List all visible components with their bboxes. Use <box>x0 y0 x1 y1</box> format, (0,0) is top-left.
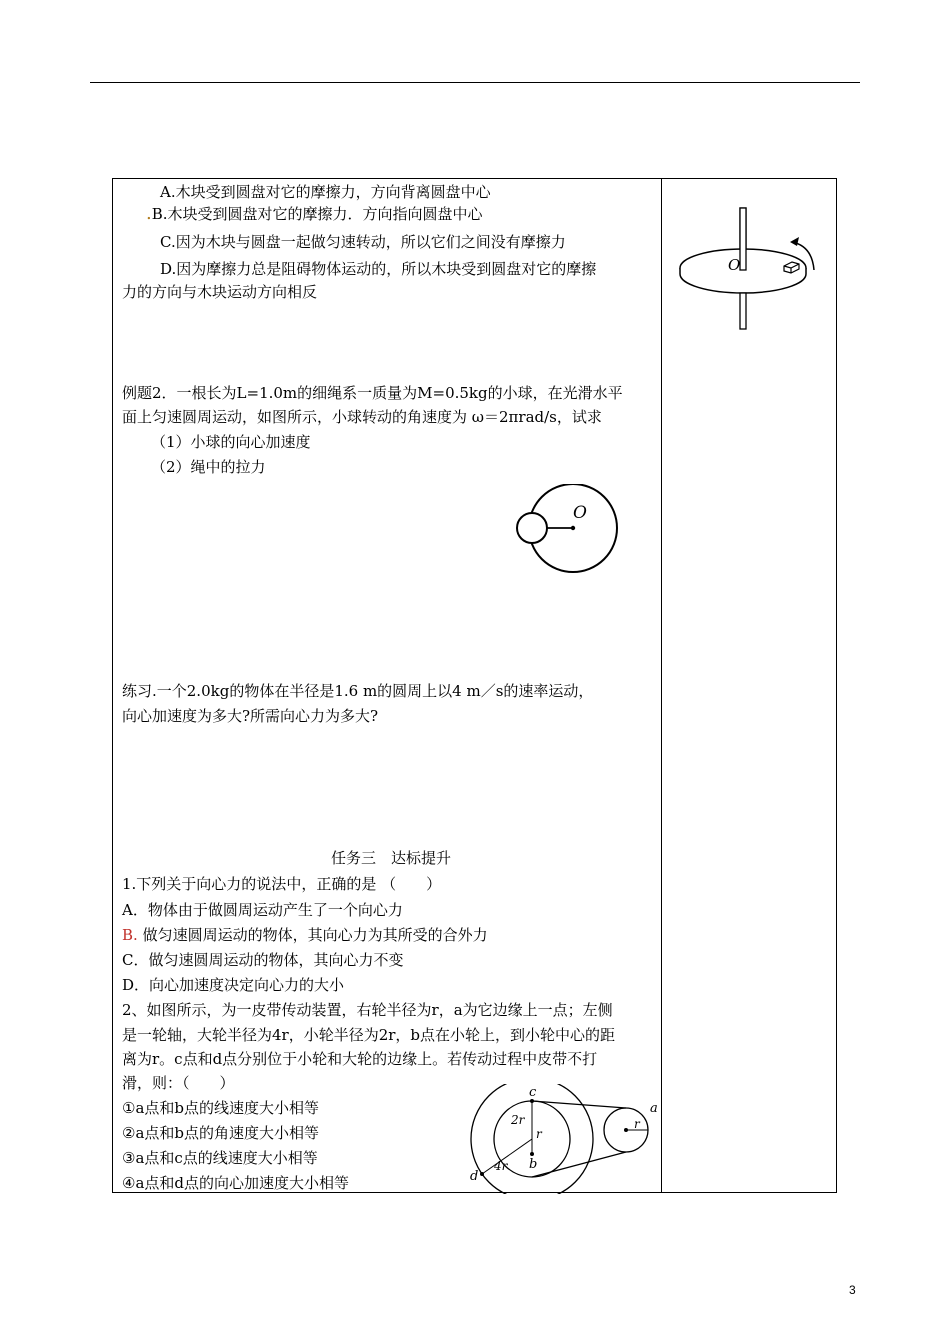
center-point <box>571 526 575 530</box>
belt-top <box>532 1101 626 1108</box>
task3-q2-opt1: ①a点和b点的线速度大小相等 <box>122 1099 319 1117</box>
task3-q1-b-letter: B. <box>122 926 138 944</box>
task3-q2-line4: 滑，则：（ ） <box>122 1074 235 1092</box>
axle-visible <box>740 208 746 270</box>
belt-bottom <box>532 1152 626 1177</box>
rotation-arrow-head <box>790 237 799 246</box>
task3-q1-b-row <box>122 926 488 944</box>
task3-q2-line2: 是一轮轴，大轮半径为4r，小轮半径为2r，b点在小轮上，到小轮中心的距 <box>122 1026 616 1044</box>
right-center <box>624 1128 628 1132</box>
label-b: b <box>529 1157 538 1172</box>
example2-q1: （1）小球的向心加速度 <box>151 433 311 451</box>
ball <box>517 513 547 543</box>
task3-q1-d: D．向心加速度决定向心力的大小 <box>122 976 345 994</box>
option-b: B.木块受到圆盘对它的摩擦力．方向指向圆盘中心 <box>151 205 483 223</box>
option-b-marker: . <box>146 203 152 224</box>
example2-line2: 面上匀速圆周运动，如图所示，小球转动的角速度为 ω＝2πrad/s，试求 <box>122 408 602 426</box>
practice-line2: 向心加速度为多大?所需向心力为多大? <box>122 707 379 725</box>
task3-q1: 1.下列关于向心力的说法中，正确的是 （ ） <box>122 875 442 893</box>
ball-circle-figure <box>510 484 628 580</box>
center-label: O <box>573 503 587 523</box>
task3-q1-a: A．物体由于做圆周运动产生了一个向心力 <box>122 901 403 919</box>
task3-heading: 任务三 达标提升 <box>331 849 452 867</box>
practice-line1: 练习.一个2.0kg的物体在半径是1.6 m的圆周上以4 m／s的速率运动， <box>122 682 594 700</box>
disk-center-label: O <box>728 256 741 274</box>
task3-q2-opt3: ③a点和c点的线速度大小相等 <box>122 1149 318 1167</box>
task3-q2-line3: 离为r。c点和d点分别位于小轮和大轮的边缘上。若传动过程中皮带不打 <box>122 1050 598 1068</box>
label-4r: 4r <box>494 1159 508 1173</box>
option-a: A.木块受到圆盘对它的摩擦力，方向背离圆盘中心 <box>160 183 491 201</box>
axle-bottom <box>740 293 746 329</box>
task3-q2-opt4: ④a点和d点的向心加速度大小相等 <box>122 1174 349 1192</box>
label-d: d <box>470 1169 479 1184</box>
task3-q1-b: 做匀速圆周运动的物体，其向心力为其所受的合外力 <box>137 926 488 944</box>
example2-q2: （2）绳中的拉力 <box>151 458 266 476</box>
belt-drive-figure <box>462 1084 664 1194</box>
option-d-line1: D.因为摩擦力总是阻碍物体运动的，所以木块受到圆盘对它的摩擦 <box>160 260 597 278</box>
page-number: 3 <box>849 1283 856 1297</box>
task3-q2-opt2: ②a点和b点的角速度大小相等 <box>122 1124 319 1142</box>
task3-q1-c: C．做匀速圆周运动的物体，其向心力不变 <box>122 951 404 969</box>
task3-q2-line1: 2、如图所示，为一皮带传动装置，右轮半径为r，a为它边缘上一点；左侧 <box>122 1001 613 1019</box>
label-r-left: r <box>536 1127 542 1141</box>
label-c: c <box>529 1085 537 1100</box>
rotating-disk-figure <box>674 200 829 340</box>
table-column-divider <box>661 178 662 1193</box>
label-r-right: r <box>634 1117 640 1131</box>
option-d-line2: 力的方向与木块运动方向相反 <box>122 283 318 301</box>
header-rule <box>90 82 860 83</box>
label-a: a <box>650 1101 658 1116</box>
option-b-row <box>146 205 483 223</box>
point-d <box>480 1172 484 1176</box>
example2-line1: 例题2．一根长为L=1.0m的细绳系一质量为M=0.5kg的小球，在光滑水平 <box>122 384 623 402</box>
label-2r: 2r <box>511 1113 525 1127</box>
point-b <box>530 1152 534 1156</box>
option-c: C.因为木块与圆盘一起做匀速转动，所以它们之间没有摩擦力 <box>160 233 566 251</box>
